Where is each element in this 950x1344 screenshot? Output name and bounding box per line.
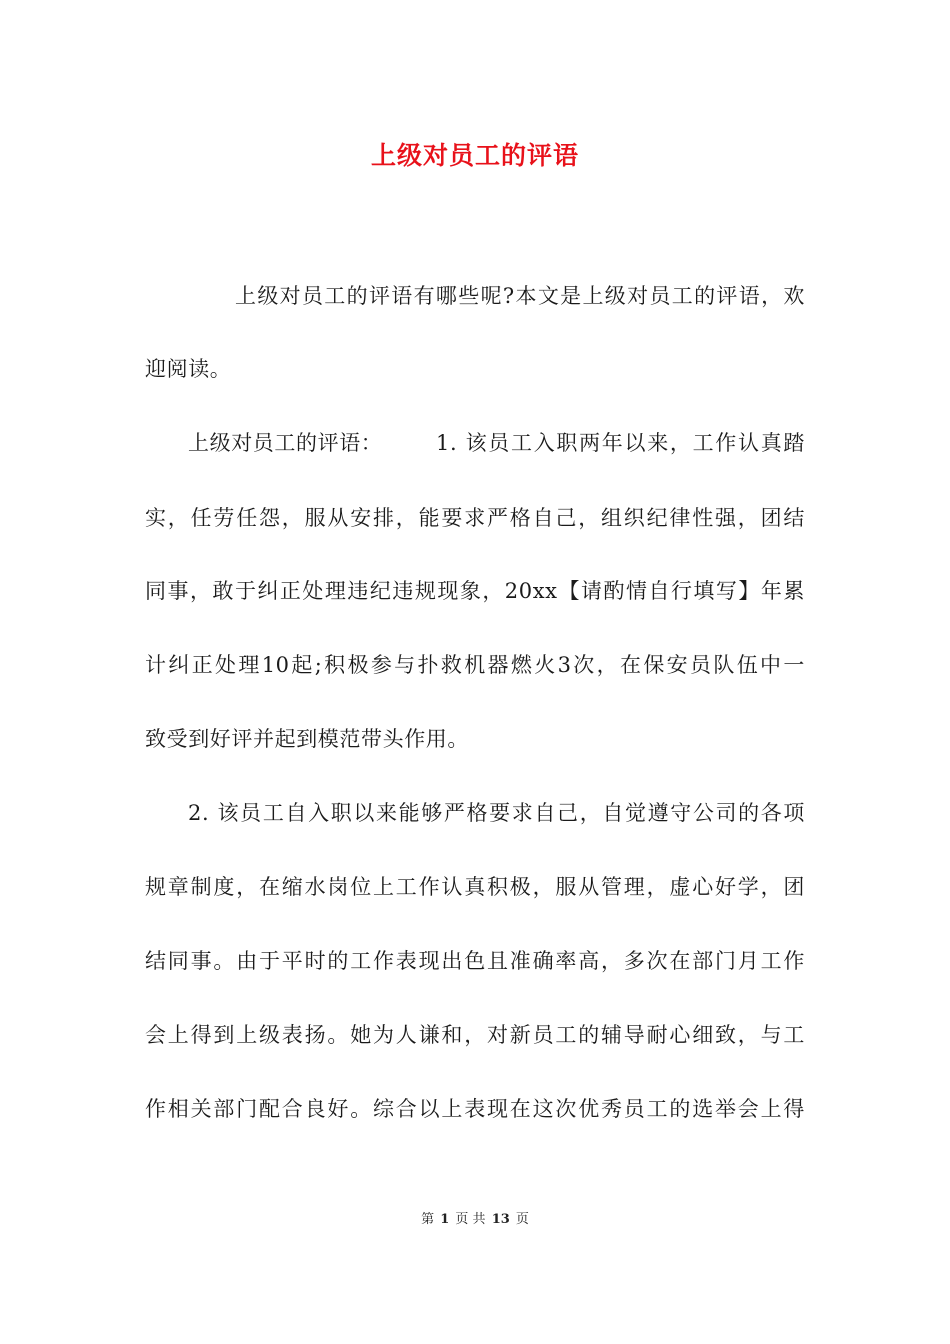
paragraph-line: 1. 该员工入职两年以来，工作认真踏 (436, 431, 805, 455)
footer-prefix: 第 (421, 1212, 435, 1227)
paragraph-line: 致受到好评并起到模范带头作用。 (145, 727, 469, 751)
paragraph-line: 实，任劳任怨，服从安排，能要求严格自己，组织纪律性强，团结 (145, 506, 805, 530)
footer-page-number: 1 (440, 1212, 450, 1227)
paragraph-line: 会上得到上级表扬。她为人谦和，对新员工的辅导耐心细致，与工 (145, 1023, 805, 1047)
paragraph-line: 结同事。由于平时的工作表现出色且准确率高，多次在部门月工作 (145, 949, 805, 973)
paragraph-line: 作相关部门配合良好。综合以上表现在这次优秀员工的选举会上得 (145, 1097, 805, 1121)
paragraph-line: 上级对员工的评语： (188, 431, 383, 455)
paragraph-line: 计纠正处理10起;积极参与扑救机器燃火3次，在保安员队伍中一 (145, 653, 805, 677)
page-footer (0, 1208, 950, 1227)
paragraph-line: 规章制度，在缩水岗位上工作认真积极，服从管理，虚心好学，团 (145, 875, 805, 899)
footer-suffix: 页 (515, 1212, 529, 1227)
paragraph-line: 同事，敢于纠正处理违纪违规现象，20xx【请酌情自行填写】年累 (145, 579, 805, 603)
footer-middle: 页 共 (455, 1212, 486, 1227)
paragraph-line: 上级对员工的评语有哪些呢?本文是上级对员工的评语，欢 (235, 284, 805, 308)
document-title: 上级对员工的评语 (370, 141, 579, 170)
paragraph-line: 2. 该员工自入职以来能够严格要求自己，自觉遵守公司的各项 (188, 801, 805, 825)
footer-total-pages: 13 (491, 1212, 510, 1227)
paragraph-line: 迎阅读。 (145, 357, 232, 381)
